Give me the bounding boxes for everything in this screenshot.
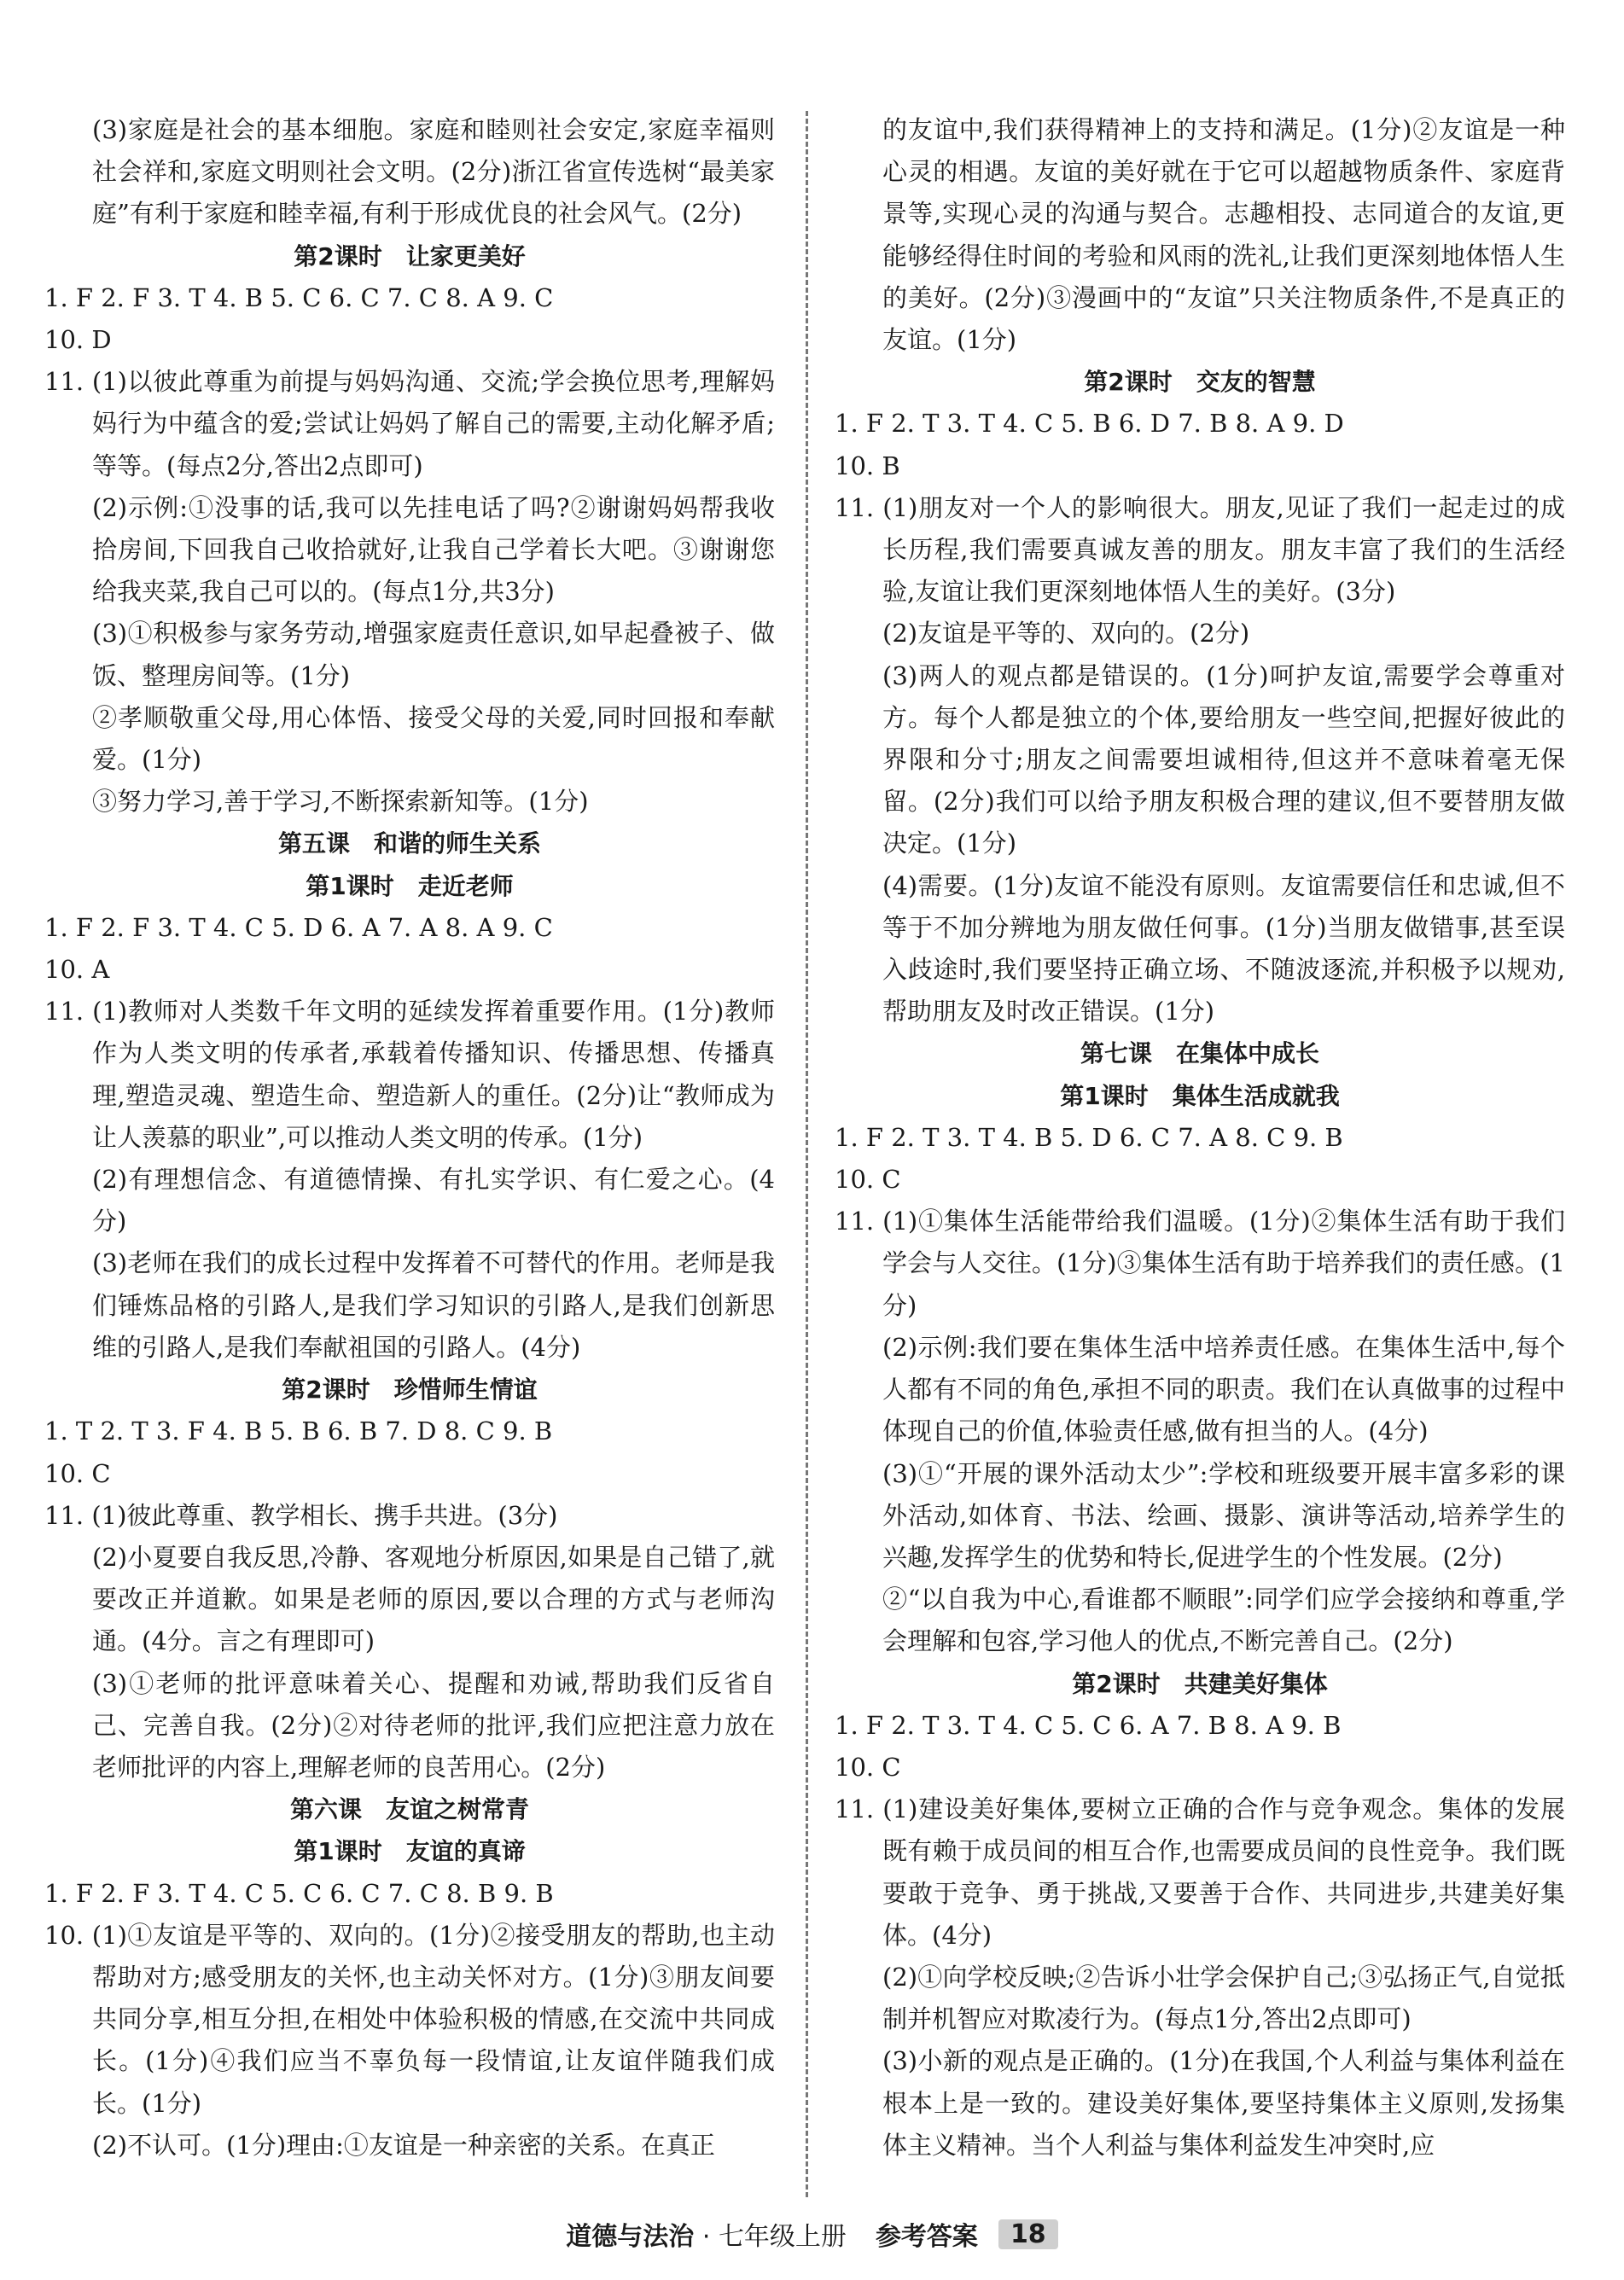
answer-paragraph: (2)友谊是平等的、双向的。(2分) bbox=[882, 619, 1250, 649]
footer-dot: · bbox=[701, 2222, 711, 2252]
answer-paragraph: (4)需要。(1分)友谊不能没有原则。友谊需要信任和忠诚,但不等于不加分辨地为朋友做任何事。(1分)当朋友做错事,甚至误入歧途时,我们要坚持正确立场、不随波逐流,并积极予以规劝,帮助朋友及时改正错误。(1分) bbox=[882, 870, 1565, 1027]
answer-line: 1. F 2. F 3. T 4. C 5. D 6. A 7. A 8. A 9. C bbox=[44, 912, 553, 942]
answer-paragraph: 11. (1)彼此尊重、教学相长、携手共进。(3分) bbox=[44, 1500, 558, 1530]
answer-paragraph: (3)①积极参与家务劳动,增强家庭责任意识,如早起叠被子、做饭、整理房间等。(1分) bbox=[92, 619, 775, 690]
lesson-heading: 第2课时 交友的智慧 bbox=[1084, 368, 1316, 397]
answer-paragraph: ②“以自我为中心,看谁都不顺眼”:同学们应学会接纳和尊重,学会理解和包容,学习他人的优点,不断完善自己。(2分) bbox=[882, 1585, 1565, 1656]
lesson-heading: 第2课时 共建美好集体 bbox=[1072, 1669, 1328, 1698]
answer-paragraph: 的友谊中,我们获得精神上的支持和满足。(1分)②友谊是一种心灵的相遇。友谊的美好就在于它可以超越物质条件、家庭背景等,实现心灵的沟通与契合。志趣相投、志同道合的友谊,更能够经得住时间的考验和风雨的洗礼,让我们更深刻地体悟人生的美好。(2分)③漫画中的“友谊”只关注物质条件,不是真正的友谊。(1分) bbox=[882, 115, 1565, 355]
answer-line: 10. C bbox=[44, 1458, 111, 1488]
answer-line: 1. F 2. T 3. T 4. C 5. B 6. D 7. B 8. A 9. D bbox=[835, 409, 1344, 439]
answer-line: 10. C bbox=[835, 1752, 901, 1782]
lesson-heading: 第1课时 集体生活成就我 bbox=[1060, 1081, 1340, 1110]
answer-line: 10. A bbox=[44, 955, 110, 985]
answer-paragraph: (2)有理想信念、有道德情操、有扎实学识、有仁爱之心。(4分) bbox=[92, 1165, 775, 1236]
answer-line: 10. C bbox=[835, 1165, 901, 1195]
answer-paragraph: (2)小夏要自我反思,冷静、客观地分析原因,如果是自己错了,就要改正并道歉。如果是老师的原因,要以合理的方式与老师沟通。(4分。言之有理即可) bbox=[92, 1542, 775, 1656]
answer-line: 10. D bbox=[44, 325, 112, 355]
answer-paragraph: (2)不认可。(1分)理由:①友谊是一种亲密的关系。在真正 bbox=[92, 2130, 715, 2160]
lesson-heading: 第2课时 珍惜师生情谊 bbox=[282, 1376, 538, 1405]
answer-line: 1. F 2. F 3. T 4. C 5. C 6. C 7. C 8. B 9. B bbox=[44, 1878, 554, 1908]
answer-line: 1. F 2. F 3. T 4. B 5. C 6. C 7. C 8. A 9. C bbox=[44, 282, 554, 312]
chapter-heading: 第五课 和谐的师生关系 bbox=[277, 829, 541, 858]
answer-paragraph: 11. (1)教师对人类数千年文明的延续发挥着重要作用。(1分)教师作为人类文明的传承者,承载着传播知识、传播思想、传播真理,塑造灵魂、塑造生命、塑造新人的重任。(2分)让“教师成为让人羡慕的职业”,可以推动人类文明的传承。(1分) bbox=[44, 997, 775, 1152]
page-number: 18 bbox=[998, 2219, 1058, 2249]
answer-paragraph: (2)示例:①没事的话,我可以先挂电话了吗?②谢谢妈妈帮我收拾房间,下回我自己收拾就好,让我自己学着长大吧。③谢谢您给我夹菜,我自己可以的。(每点1分,共3分) bbox=[92, 492, 775, 607]
answer-paragraph: (3)两人的观点都是错误的。(1分)呵护友谊,需要学会尊重对方。每个人都是独立的个体,要给朋友一些空间,把握好彼此的界限和分寸;朋友之间需要坦诚相待,但这并不意味着毫无保留。(2分)我们可以给予朋友积极合理的建议,但不要替朋友做决定。(1分) bbox=[882, 660, 1565, 858]
answer-paragraph: (3)老师在我们的成长过程中发挥着不可替代的作用。老师是我们锤炼品格的引路人,是我们学习知识的引路人,是我们创新思维的引路人,是我们奉献祖国的引路人。(4分) bbox=[92, 1248, 775, 1362]
answer-paragraph: (2)①向学校反映;②告诉小壮学会保护自己;③弘扬正气,自觉抵制并机智应对欺凌行为。(每点1分,答出2点即可) bbox=[882, 1962, 1565, 2034]
answer-line: 10. B bbox=[835, 451, 900, 480]
footer-book-title bbox=[566, 2215, 847, 2253]
answer-paragraph: 11. (1)建设美好集体,要树立正确的合作与竞争观念。集体的发展既有赖于成员间的相互合作,也需要成员间的良性竞争。我们既要敢于竞争、勇于挑战,又要善于合作、共同进步,共建美好集体。(4分) bbox=[835, 1794, 1565, 1950]
answer-paragraph: (3)家庭是社会的基本细胞。家庭和睦则社会安定,家庭幸福则社会祥和,家庭文明则社会文明。(2分)浙江省宣传选树“最美家庭”有利于家庭和睦幸福,有利于形成优良的社会风气。(2分) bbox=[92, 115, 775, 229]
answer-paragraph: (3)小新的观点是正确的。(1分)在我国,个人利益与集体利益在根本上是一致的。建设美好集体,要坚持集体主义原则,发扬集体主义精神。当个人利益与集体利益发生冲突时,应 bbox=[882, 2046, 1565, 2160]
left-column bbox=[44, 109, 775, 2167]
lesson-heading: 第1课时 走近老师 bbox=[306, 871, 514, 900]
answer-paragraph: ③努力学习,善于学习,不断探索新知等。(1分) bbox=[92, 787, 589, 817]
column-divider bbox=[806, 111, 808, 2197]
answer-line: 1. F 2. T 3. T 4. C 5. C 6. A 7. B 8. A 9. B bbox=[835, 1710, 1342, 1740]
answer-paragraph: (3)①老师的批评意味着关心、提醒和劝诫,帮助我们反省自己、完善自我。(2分)②对待老师的批评,我们应把注意力放在老师批评的内容上,理解老师的良苦用心。(2分) bbox=[92, 1668, 775, 1782]
answer-paragraph: 10. (1)①友谊是平等的、双向的。(1分)②接受朋友的帮助,也主动帮助对方;感受朋友的关怀,也主动关怀对方。(1分)③朋友间要共同分享,相互分担,在相处中体验积极的情感,在交流中共同成长。(1分)④我们应当不辜负每一段情谊,让友谊伴随我们成长。(1分) bbox=[44, 1920, 775, 2118]
answer-paragraph: (3)①“开展的课外活动太少”:学校和班级要开展丰富多彩的课外活动,如体育、书法、绘画、摄影、演讲等活动,培养学生的兴趣,发挥学生的优势和特长,促进学生的个性发展。(2分) bbox=[882, 1458, 1565, 1572]
page-footer bbox=[0, 2212, 1624, 2256]
answer-paragraph: 11. (1)①集体生活能带给我们温暖。(1分)②集体生活有助于我们学会与人交往。(1分)③集体生活有助于培养我们的责任感。(1分) bbox=[835, 1207, 1565, 1320]
footer-answers-label: 参考答案 bbox=[875, 2222, 978, 2252]
answer-paragraph: ②孝顺敬重父母,用心体悟、接受父母的关爱,同时回报和奉献爱。(1分) bbox=[92, 702, 775, 775]
answer-line: 1. T 2. T 3. F 4. B 5. B 6. B 7. D 8. C 9. B bbox=[44, 1416, 553, 1446]
answer-paragraph: 11. (1)以彼此尊重为前提与妈妈沟通、交流;学会换位思考,理解妈妈行为中蕴含的爱;尝试让妈妈了解自己的需要,主动化解矛盾;等等。(每点2分,答出2点即可) bbox=[44, 367, 775, 480]
footer-grade: 七年级上册 bbox=[718, 2222, 847, 2252]
lesson-heading: 第1课时 友谊的真谛 bbox=[294, 1837, 526, 1866]
footer-subject: 道德与法治 bbox=[566, 2222, 695, 2252]
answer-paragraph: (2)示例:我们要在集体生活中培养责任感。在集体生活中,每个人都有不同的角色,承担不同的职责。我们在认真做事的过程中体现自己的价值,体验责任感,做有担当的人。(4分) bbox=[882, 1332, 1565, 1446]
answer-line: 1. F 2. T 3. T 4. B 5. D 6. C 7. A 8. C 9. B bbox=[835, 1122, 1343, 1152]
chapter-heading: 第六课 友谊之树常青 bbox=[289, 1795, 529, 1824]
right-column bbox=[835, 109, 1565, 2167]
answer-paragraph: 11. (1)朋友对一个人的影响很大。朋友,见证了我们一起走过的成长历程,我们需要真诚友善的朋友。朋友丰富了我们的生活经验,友谊让我们更深刻地体悟人生的美好。(3分) bbox=[835, 492, 1565, 607]
lesson-heading: 第2课时 让家更美好 bbox=[294, 241, 526, 270]
chapter-heading: 第七课 在集体中成长 bbox=[1080, 1039, 1319, 1068]
